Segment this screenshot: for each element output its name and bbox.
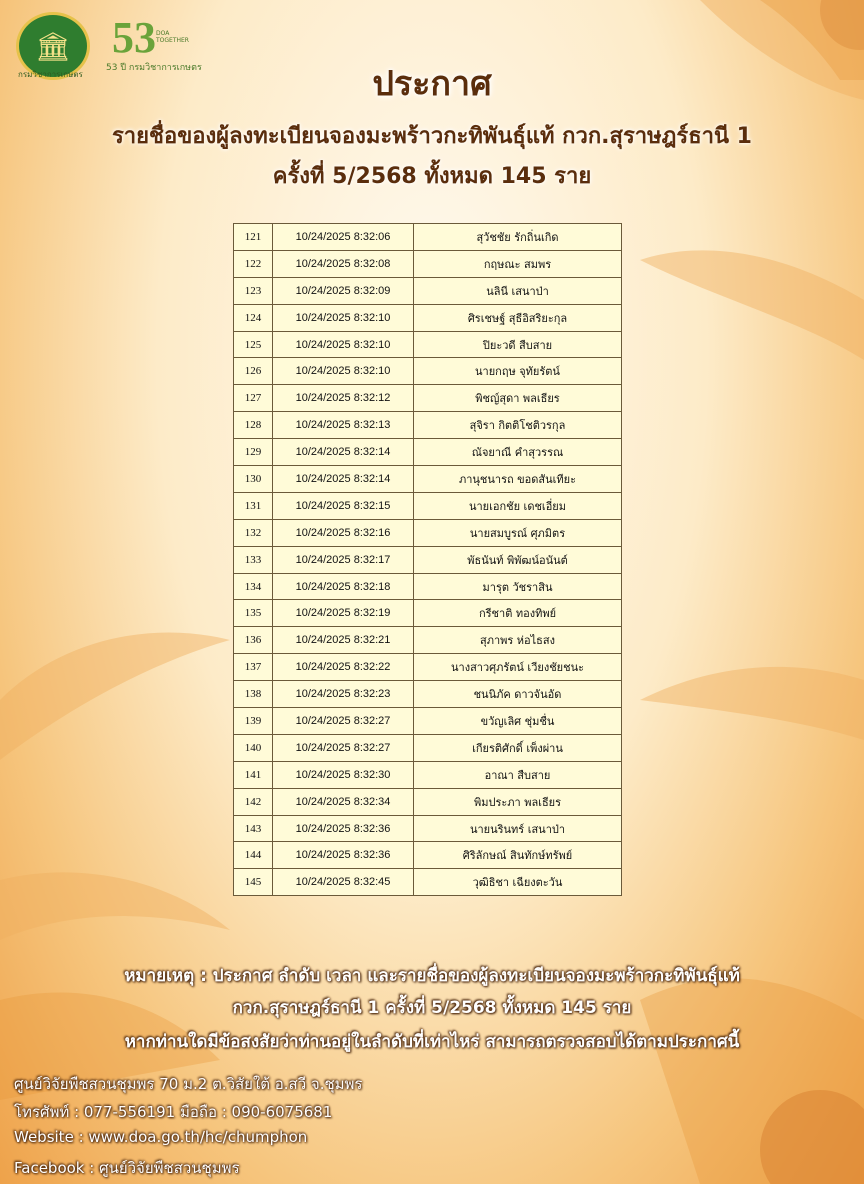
page-title: ประกาศ bbox=[372, 64, 492, 104]
row-name-cell: เกียรติศักดิ์ เพ็งผ่าน bbox=[414, 734, 622, 761]
row-number-cell: 139 bbox=[234, 708, 273, 735]
row-time-cell: 10/24/2025 8:32:45 bbox=[273, 869, 414, 896]
row-name-cell: นางสาวศุภรัตน์ เวียงชัยชนะ bbox=[414, 654, 622, 681]
table-row bbox=[234, 412, 622, 439]
row-name-cell: ปิยะวดี สืบสาย bbox=[414, 331, 622, 358]
table-row bbox=[234, 573, 622, 600]
row-name-cell: นลินี เสนาป่า bbox=[414, 277, 622, 304]
row-number-cell: 131 bbox=[234, 492, 273, 519]
row-name-cell: ชนนิภัค ดาวจันอัด bbox=[414, 681, 622, 708]
row-time-cell: 10/24/2025 8:32:10 bbox=[273, 304, 414, 331]
footer-phone: โทรศัพท์ : 077-556191 มือถือ : 090-6075681 bbox=[14, 1103, 333, 1121]
row-number-cell: 127 bbox=[234, 385, 273, 412]
row-time-cell: 10/24/2025 8:32:36 bbox=[273, 815, 414, 842]
row-number-cell: 138 bbox=[234, 681, 273, 708]
row-time-cell: 10/24/2025 8:32:15 bbox=[273, 492, 414, 519]
row-name-cell: ขวัญเลิศ ชุ่มชื่น bbox=[414, 708, 622, 735]
anniversary-caption: 53 ปี กรมวิชาการเกษตร bbox=[106, 63, 202, 73]
row-name-cell: สุภาพร ห่อไธสง bbox=[414, 627, 622, 654]
row-time-cell: 10/24/2025 8:32:14 bbox=[273, 439, 414, 466]
note-line-1: หมายเหตุ : ประกาศ ลำดับ เวลา และรายชื่อของผู้ลงทะเบียนจองมะพร้าวกะทิพันธุ์แท้ bbox=[124, 966, 740, 986]
row-time-cell: 10/24/2025 8:32:12 bbox=[273, 385, 414, 412]
row-number-cell: 123 bbox=[234, 277, 273, 304]
row-time-cell: 10/24/2025 8:32:18 bbox=[273, 573, 414, 600]
row-name-cell: นายสมบูรณ์ ศุภมิตร bbox=[414, 519, 622, 546]
row-number-cell: 137 bbox=[234, 654, 273, 681]
anniversary-number: 53 bbox=[112, 13, 156, 62]
row-name-cell: ณัจยาณี คำสุวรรณ bbox=[414, 439, 622, 466]
table-row bbox=[234, 761, 622, 788]
row-number-cell: 133 bbox=[234, 546, 273, 573]
table-row bbox=[234, 224, 622, 251]
registration-table bbox=[233, 223, 622, 896]
row-number-cell: 135 bbox=[234, 600, 273, 627]
row-name-cell: กรีชาติ ทองทิพย์ bbox=[414, 600, 622, 627]
row-time-cell: 10/24/2025 8:32:10 bbox=[273, 331, 414, 358]
row-time-cell: 10/24/2025 8:32:30 bbox=[273, 761, 414, 788]
doa-caption: กรมวิชาการเกษตร bbox=[18, 70, 83, 79]
row-name-cell: ภานุชนารถ ขอดสันเทียะ bbox=[414, 466, 622, 493]
row-number-cell: 121 bbox=[234, 224, 273, 251]
row-time-cell: 10/24/2025 8:32:10 bbox=[273, 358, 414, 385]
note-line-3: หากท่านใดมีข้อสงสัยว่าท่านอยู่ในลำดับที่เท่าไหร่ สามารถตรวจสอบได้ตามประกาศนี้ bbox=[124, 1032, 740, 1052]
row-number-cell: 145 bbox=[234, 869, 273, 896]
row-time-cell: 10/24/2025 8:32:06 bbox=[273, 224, 414, 251]
row-time-cell: 10/24/2025 8:32:14 bbox=[273, 466, 414, 493]
row-name-cell: ศิรเชษฐ์ สุธีอิสริยะกุล bbox=[414, 304, 622, 331]
subtitle-line-2: ครั้งที่ 5/2568 ทั้งหมด 145 ราย bbox=[272, 164, 592, 189]
table-row bbox=[234, 788, 622, 815]
row-number-cell: 132 bbox=[234, 519, 273, 546]
table-row bbox=[234, 708, 622, 735]
row-time-cell: 10/24/2025 8:32:08 bbox=[273, 250, 414, 277]
footer-address: ศูนย์วิจัยพืชสวนชุมพร 70 ม.2 ต.วิสัยใต้ อ.สวี จ.ชุมพร bbox=[14, 1075, 363, 1093]
table-row bbox=[234, 654, 622, 681]
row-time-cell: 10/24/2025 8:32:27 bbox=[273, 708, 414, 735]
row-name-cell: กฤษณะ สมพร bbox=[414, 250, 622, 277]
row-number-cell: 141 bbox=[234, 761, 273, 788]
table-row bbox=[234, 815, 622, 842]
table-row bbox=[234, 439, 622, 466]
table-row bbox=[234, 385, 622, 412]
table-row bbox=[234, 681, 622, 708]
row-name-cell: พัธนันท์ พิพัฒน์อนันต์ bbox=[414, 546, 622, 573]
table-row bbox=[234, 600, 622, 627]
row-time-cell: 10/24/2025 8:32:13 bbox=[273, 412, 414, 439]
row-number-cell: 134 bbox=[234, 573, 273, 600]
row-time-cell: 10/24/2025 8:32:23 bbox=[273, 681, 414, 708]
note-line-2: กวก.สุราษฎร์ธานี 1 ครั้งที่ 5/2568 ทั้งหมด 145 ราย bbox=[232, 998, 632, 1018]
table-row bbox=[234, 304, 622, 331]
subtitle-line-1: รายชื่อของผู้ลงทะเบียนจองมะพร้าวกะทิพันธุ์แท้ กวก.สุราษฎร์ธานี 1 bbox=[111, 124, 752, 149]
row-time-cell: 10/24/2025 8:32:16 bbox=[273, 519, 414, 546]
row-number-cell: 126 bbox=[234, 358, 273, 385]
row-name-cell: นายนรินทร์ เสนาป่า bbox=[414, 815, 622, 842]
row-name-cell: นายกฤษ จุทัยรัตน์ bbox=[414, 358, 622, 385]
row-time-cell: 10/24/2025 8:32:34 bbox=[273, 788, 414, 815]
row-name-cell: ศิริลักษณ์ สินทักษ์ทรัพย์ bbox=[414, 842, 622, 869]
row-time-cell: 10/24/2025 8:32:19 bbox=[273, 600, 414, 627]
table-row bbox=[234, 842, 622, 869]
row-number-cell: 130 bbox=[234, 466, 273, 493]
registration-table-body bbox=[234, 224, 622, 896]
row-time-cell: 10/24/2025 8:32:27 bbox=[273, 734, 414, 761]
row-name-cell: นายเอกชัย เดชเอี่ยม bbox=[414, 492, 622, 519]
row-number-cell: 144 bbox=[234, 842, 273, 869]
row-number-cell: 124 bbox=[234, 304, 273, 331]
row-time-cell: 10/24/2025 8:32:22 bbox=[273, 654, 414, 681]
table-row bbox=[234, 492, 622, 519]
table-row bbox=[234, 331, 622, 358]
row-name-cell: พิมประภา พลเธียร bbox=[414, 788, 622, 815]
row-number-cell: 136 bbox=[234, 627, 273, 654]
row-number-cell: 143 bbox=[234, 815, 273, 842]
row-number-cell: 140 bbox=[234, 734, 273, 761]
row-name-cell: พิชญ์สุดา พลเธียร bbox=[414, 385, 622, 412]
row-time-cell: 10/24/2025 8:32:36 bbox=[273, 842, 414, 869]
row-number-cell: 129 bbox=[234, 439, 273, 466]
table-row bbox=[234, 250, 622, 277]
footer-facebook: Facebook : ศูนย์วิจัยพืชสวนชุมพร bbox=[14, 1159, 240, 1177]
table-row bbox=[234, 358, 622, 385]
table-row bbox=[234, 734, 622, 761]
footer-website: Website : www.doa.go.th/hc/chumphon bbox=[14, 1128, 308, 1146]
row-time-cell: 10/24/2025 8:32:09 bbox=[273, 277, 414, 304]
table-row bbox=[234, 546, 622, 573]
row-number-cell: 142 bbox=[234, 788, 273, 815]
table-row bbox=[234, 869, 622, 896]
row-number-cell: 125 bbox=[234, 331, 273, 358]
row-number-cell: 128 bbox=[234, 412, 273, 439]
row-name-cell: มารุต วัชราสิน bbox=[414, 573, 622, 600]
row-number-cell: 122 bbox=[234, 250, 273, 277]
table-row bbox=[234, 277, 622, 304]
temple-icon: 🏛 bbox=[35, 29, 71, 63]
table-row bbox=[234, 519, 622, 546]
anniversary-badge: DOA TOGETHER bbox=[156, 30, 189, 44]
row-name-cell: สุวัชชัย รักถิ่นเกิด bbox=[414, 224, 622, 251]
row-name-cell: วุฒิธิชา เฉียงตะวัน bbox=[414, 869, 622, 896]
row-name-cell: สุจิรา กิตติโชติวรกุล bbox=[414, 412, 622, 439]
row-time-cell: 10/24/2025 8:32:17 bbox=[273, 546, 414, 573]
table-row bbox=[234, 627, 622, 654]
table-row bbox=[234, 466, 622, 493]
row-time-cell: 10/24/2025 8:32:21 bbox=[273, 627, 414, 654]
row-name-cell: อาณา สืบสาย bbox=[414, 761, 622, 788]
